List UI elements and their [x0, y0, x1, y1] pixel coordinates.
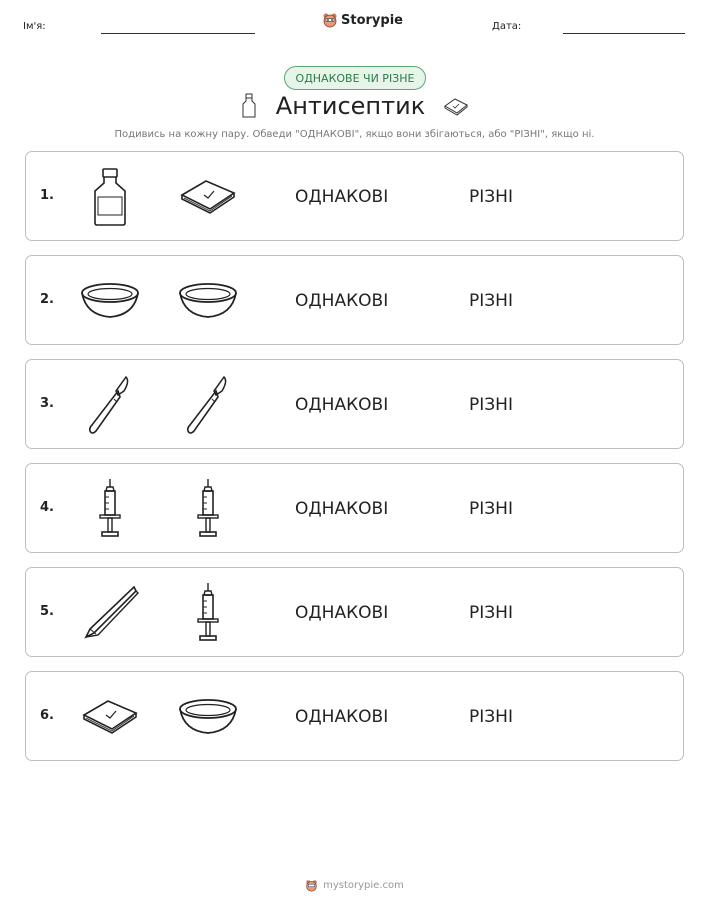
- option-different[interactable]: РІЗНІ: [469, 499, 513, 519]
- date-line[interactable]: [563, 33, 685, 34]
- option-different[interactable]: РІЗНІ: [469, 603, 513, 623]
- question-card: [25, 671, 684, 761]
- activity-badge: ОДНАКОВЕ ЧИ РІЗНЕ: [284, 66, 426, 90]
- scalpel-icon: [78, 373, 142, 437]
- gauze-pad-icon: [176, 165, 240, 229]
- question-card: [25, 567, 684, 657]
- question-card: [25, 151, 684, 241]
- syringe-icon: [78, 477, 142, 541]
- bottle-icon: [240, 93, 258, 119]
- brand-name: Storypie: [341, 12, 403, 28]
- name-label: Ім'я:: [23, 21, 46, 32]
- syringe-icon: [176, 477, 240, 541]
- footer-url: mystorypie.com: [323, 880, 404, 891]
- page-title: Антисептик: [275, 92, 426, 120]
- question-number: 3.: [40, 396, 54, 411]
- option-different[interactable]: РІЗНІ: [469, 187, 513, 207]
- bowl-icon: [78, 269, 142, 333]
- option-same[interactable]: ОДНАКОВІ: [295, 603, 389, 623]
- question-number: 1.: [40, 188, 54, 203]
- question-number: 5.: [40, 604, 54, 619]
- tweezers-icon: [78, 581, 142, 645]
- bottle-icon: [78, 165, 142, 229]
- title-row: [0, 92, 709, 120]
- question-card: [25, 463, 684, 553]
- option-same[interactable]: ОДНАКОВІ: [295, 291, 389, 311]
- syringe-icon: [176, 581, 240, 645]
- option-same[interactable]: ОДНАКОВІ: [295, 707, 389, 727]
- date-label: Дата:: [492, 21, 522, 32]
- name-line[interactable]: [101, 33, 255, 34]
- option-different[interactable]: РІЗНІ: [469, 707, 513, 727]
- brand-logo: [322, 12, 403, 28]
- question-card: [25, 359, 684, 449]
- gauze-pad-icon: [78, 685, 142, 749]
- option-same[interactable]: ОДНАКОВІ: [295, 187, 389, 207]
- option-different[interactable]: РІЗНІ: [469, 291, 513, 311]
- option-same[interactable]: ОДНАКОВІ: [295, 395, 389, 415]
- mascot-icon: [322, 12, 338, 28]
- question-number: 4.: [40, 500, 54, 515]
- question-card: [25, 255, 684, 345]
- scalpel-icon: [176, 373, 240, 437]
- mascot-icon: [305, 879, 318, 892]
- gauze-pad-icon: [443, 96, 469, 116]
- option-different[interactable]: РІЗНІ: [469, 395, 513, 415]
- bowl-icon: [176, 685, 240, 749]
- option-same[interactable]: ОДНАКОВІ: [295, 499, 389, 519]
- instructions: Подивись на кожну пару. Обведи "ОДНАКОВІ", якщо вони збігаються, або "РІЗНІ", якщо ні.: [114, 129, 595, 140]
- question-number: 2.: [40, 292, 54, 307]
- bowl-icon: [176, 269, 240, 333]
- question-number: 6.: [40, 708, 54, 723]
- footer: [0, 879, 709, 892]
